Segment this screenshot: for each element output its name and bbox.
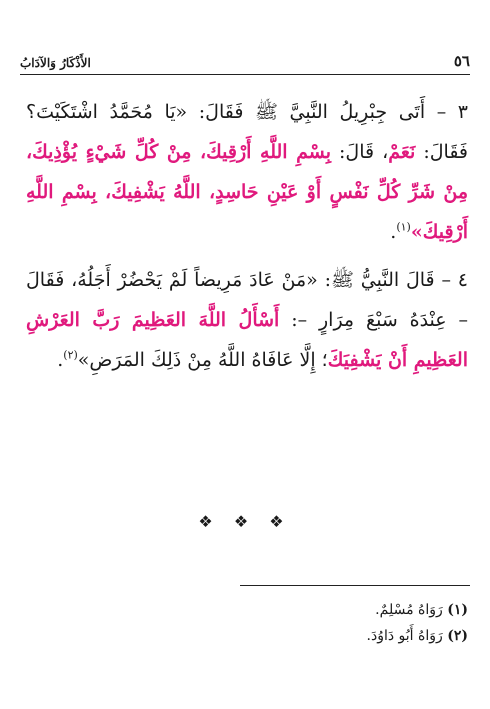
hadith-3-end: .: [390, 221, 397, 243]
footnote-text: رَوَاهُ أَبُو دَاوُدَ.: [366, 628, 448, 644]
running-title: الأَذْكَارُ وَالآدَابُ: [20, 56, 91, 70]
hadith-3-close: »: [410, 221, 423, 243]
footnote-number: (١): [447, 602, 468, 618]
footnote-2: [22, 623, 468, 649]
hadith-4: [26, 260, 468, 380]
hadith-3-intro: ٣ – أَتَى جِبْرِيلُ النَّبِيَّ ﷺ فَقَالَ: «يَا مُحَمَّدُ اشْتَكَيْتَ؟ فَقَالَ:: [26, 101, 469, 163]
section-separator: ❖ ❖ ❖: [198, 512, 292, 531]
hadith-4-end: .: [57, 349, 64, 371]
hadith-3-yes: نَعَمْ: [388, 141, 416, 163]
footnotes: [22, 597, 468, 649]
hadith-4-dua: أَسْأَلُ اللَّهَ العَظِيمَ رَبَّ العَرْشِ العَظِيمِ أَنْ يَشْفِيَكَ: [26, 309, 468, 371]
hadith-3-footnote-ref: (١): [396, 220, 411, 234]
hadith-4-footnote-ref: (٢): [63, 348, 78, 362]
hadith-4-close: »: [77, 349, 90, 371]
page-body: [26, 92, 468, 380]
page-header: [20, 48, 470, 70]
footnote-rule: [240, 585, 470, 586]
footnote-number: (٢): [447, 628, 468, 644]
page-number: ٥٦: [453, 52, 470, 70]
hadith-4-rest: ؛ إِلَّا عَافَاهُ اللَّهُ مِنْ ذَلِكَ المَرَضِ: [89, 349, 328, 371]
footnote-1: [22, 597, 468, 623]
header-rule: [20, 74, 470, 75]
hadith-4-intro: ٤ – قَالَ النَّبِيُّ ﷺ: «مَنْ عَادَ مَرِيضاً لَمْ يَحْضُرْ أَجَلُهُ، فَقَالَ – عِنْدَهُ سَبْعَ مِرَارٍ –:: [26, 269, 468, 331]
hadith-3-dua: بِسْمِ اللَّهِ أَرْقِيكَ، مِنْ كُلِّ شَيْءٍ يُؤْذِيكَ، مِنْ شَرِّ كُلِّ نَفْسٍ أَوْ عَيْنِ حَاسِدٍ، اللَّهُ يَشْفِيكَ، بِسْمِ اللَّهِ أَرْقِيكَ: [26, 141, 468, 243]
hadith-3-said: ، قَالَ:: [331, 141, 389, 163]
hadith-3: [26, 92, 468, 252]
footnote-text: رَوَاهُ مُسْلِمٌ.: [375, 602, 448, 618]
